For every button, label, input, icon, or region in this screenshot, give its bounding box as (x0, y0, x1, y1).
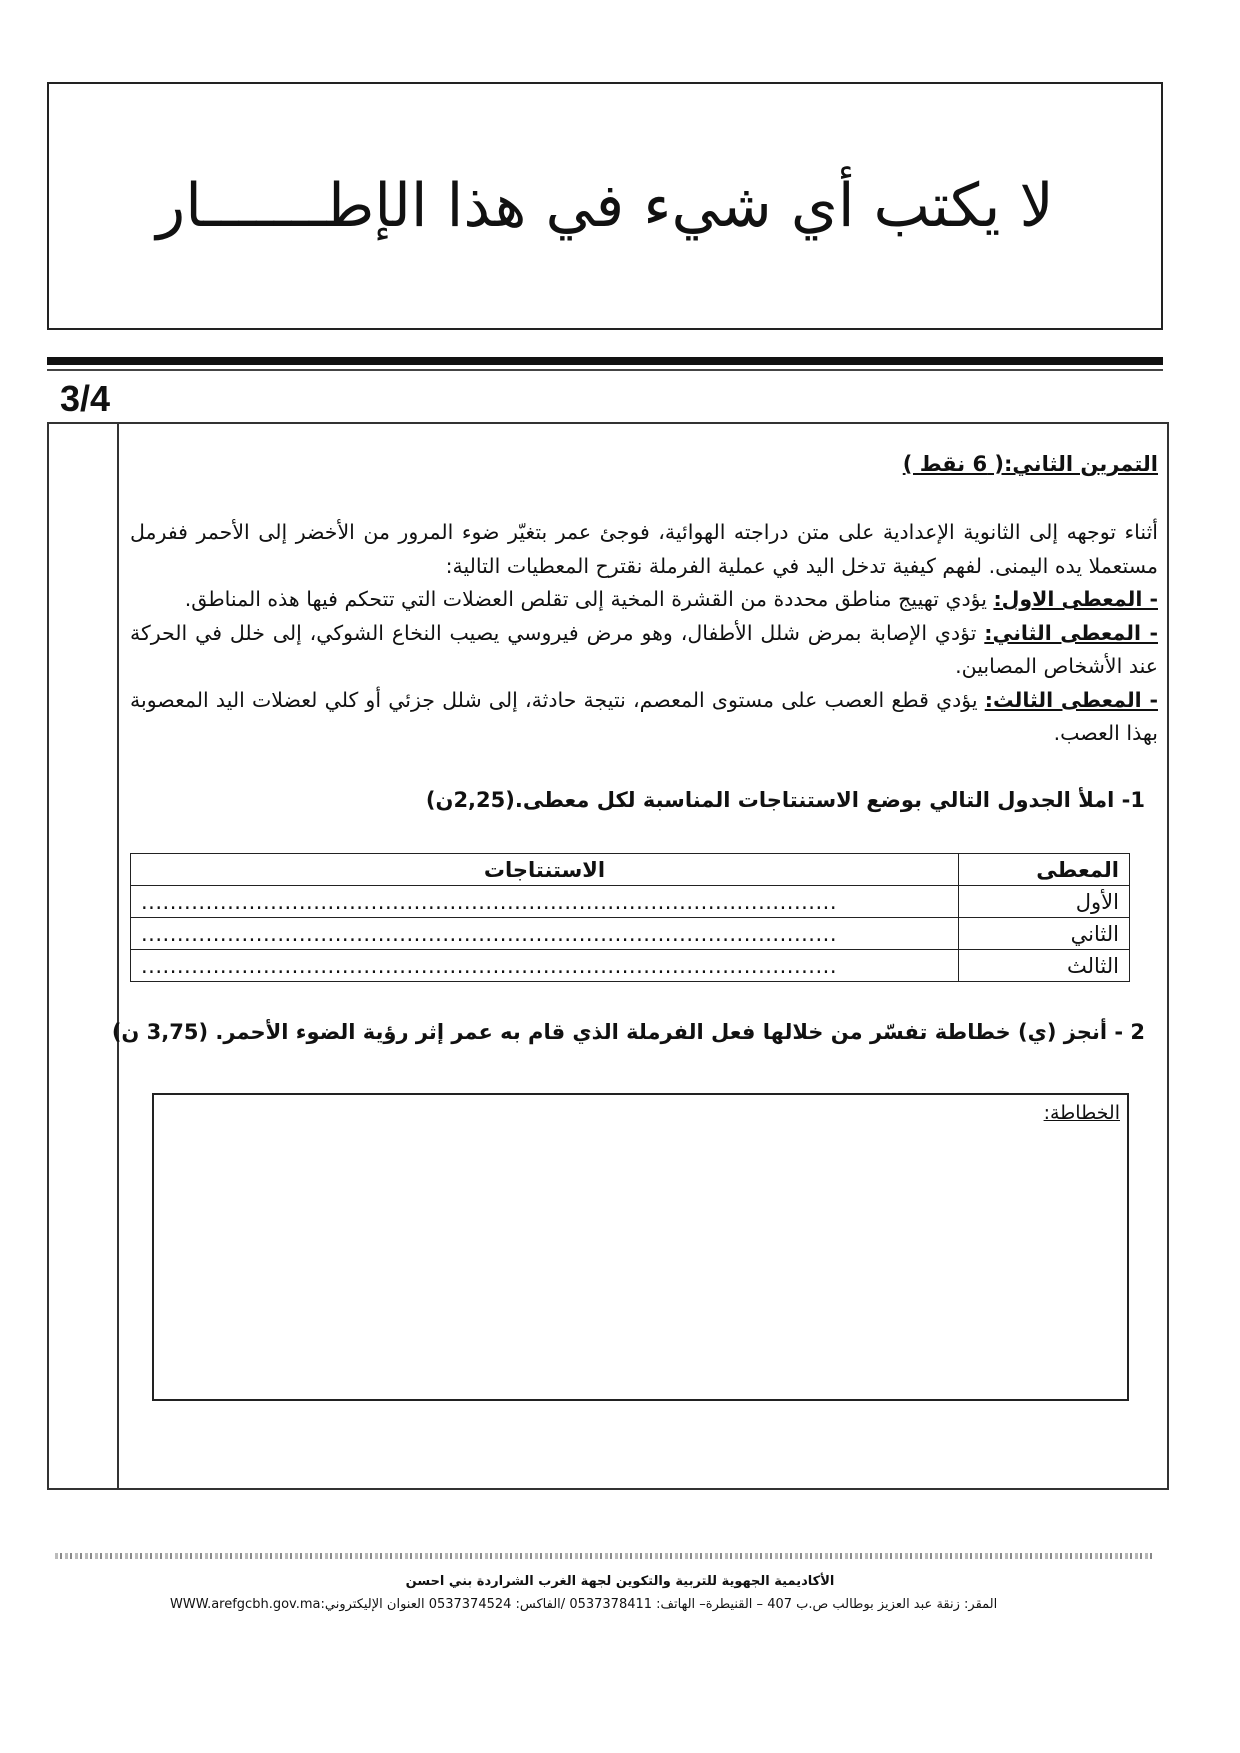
footer-address: المقر: زنقة عبد العزيز بوطالب ص.ب 407 – القنيطرة– الهاتف: 0537378411 /الفاكس: 0537374524 العنوان الإليكتروني:WWW.arefgcbh.gov.ma (170, 1597, 998, 1612)
answer-cell[interactable]: ................................................................................................. (131, 918, 959, 950)
no-write-frame (47, 82, 1163, 330)
data-item-3 (130, 684, 1158, 751)
data-3-label: - المعطى الثالث: (984, 687, 1158, 712)
footer-academy: الأكاديمية الجهوية للتربية والتكوين لجهة الغرب الشراردة بني احسن (405, 1574, 835, 1589)
data-2-label: - المعطى الثاني: (984, 620, 1158, 645)
table-row (131, 918, 1130, 950)
header-conclusions: الاستنتاجات (131, 854, 959, 886)
row-label: الثالث (959, 950, 1130, 982)
no-write-banner: لا يكتب أي شيء في هذا الإطـــــــار (156, 171, 1054, 241)
row-label: الأول (959, 886, 1130, 918)
question-2: 2 - أنجز (ي) خطاطة تفسّر من خلالها فعل الفرملة الذي قام به عمر إثر رؤية الضوء الأحمر. (3,75 ن) (111, 1020, 1145, 1044)
header-data: المعطى (959, 854, 1130, 886)
data-1-label: - المعطى الاول: (993, 587, 1158, 611)
data-1-text: يؤدي تهييج مناطق محددة من القشرة المخية إلى تقلص العضلات التي تتحكم فيها هذه المناطق. (184, 587, 994, 611)
answer-cell[interactable]: ................................................................................................. (131, 886, 959, 918)
conclusions-table (130, 853, 1130, 982)
data-2-text: تؤدي الإصابة بمرض شلل الأطفال، وهو مرض فيروسي يصيب النخاع الشوكي، إلى خلل في الحركة عند الأشخاص المصابين. (130, 620, 1158, 678)
data-3-text: يؤدي قطع العصب على مستوى المعصم، نتيجة حادثة، إلى شلل جزئي أو كلي لعضلات اليد المعصوبة بهذا العصب. (130, 687, 1158, 745)
data-item-2 (130, 617, 1158, 684)
table-row (131, 886, 1130, 918)
header-rule (47, 357, 1163, 365)
exercise-title: التمرين الثاني:( 6 نقط ) (902, 452, 1158, 476)
exercise-statement (130, 516, 1158, 751)
schema-answer-box[interactable] (152, 1093, 1129, 1401)
answer-cell[interactable]: ................................................................................................. (131, 950, 959, 982)
schema-label: الخطاطة: (1043, 1102, 1120, 1124)
margin-line (117, 422, 119, 1490)
intro-paragraph: أثناء توجهه إلى الثانوية الإعدادية على متن دراجته الهوائية، فوجئ عمر بتغيّر ضوء المرور من الأخضر إلى الأحمر ففرمل مستعملا يده اليمنى. لفهم كيفية تدخل اليد في عملية الفرملة نقترح المعطيات التالية: (130, 520, 1158, 578)
table-row (131, 950, 1130, 982)
data-item-1 (130, 583, 1158, 617)
question-1: 1- املأ الجدول التالي بوضع الاستنتاجات المناسبة لكل معطى.(2,25ن) (425, 788, 1145, 812)
footer-divider (55, 1553, 1153, 1559)
header-rule-thin (47, 369, 1163, 371)
row-label: الثاني (959, 918, 1130, 950)
table-header-row (131, 854, 1130, 886)
page-number: 3/4 (60, 378, 111, 419)
